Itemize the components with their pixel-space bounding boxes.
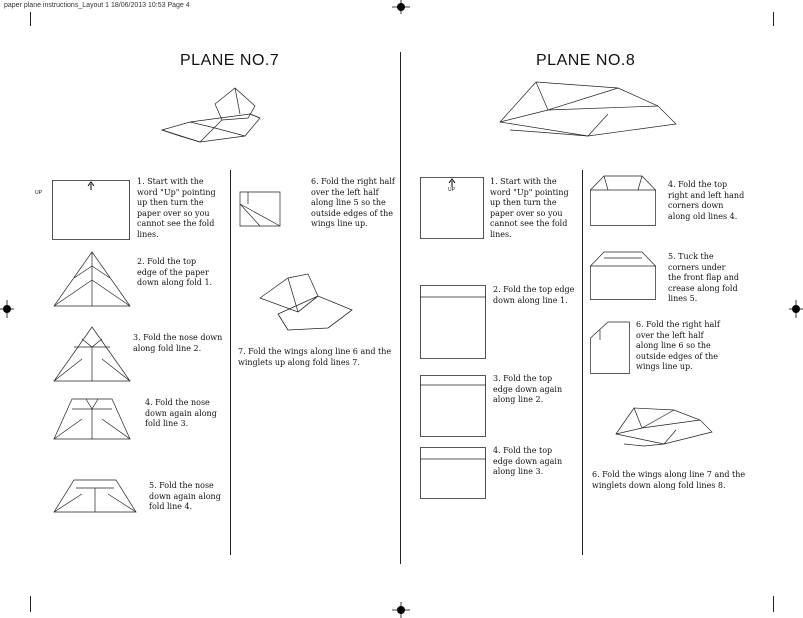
- registration-mark-top: [392, 0, 410, 14]
- plane7-step5-text: 5. Fold the nose down again along fold line 4.: [149, 481, 221, 511]
- crop-mark-top-right: [773, 12, 774, 26]
- plane7-finished-illustration: [160, 84, 270, 146]
- plane7-step2-diagram: [52, 250, 132, 308]
- crop-mark-bottom-left: [30, 596, 31, 612]
- plane8-step3-diagram: [420, 375, 486, 437]
- plane8-step3-text: 3. Fold the top edge down again along line 2.: [493, 374, 563, 404]
- column-divider-plane7: [230, 170, 231, 555]
- plane7-step4-text: 4. Fold the nose down again along fold line 3.: [145, 398, 217, 428]
- plane7-step3-text: 3. Fold the nose down along fold line 2.: [133, 333, 223, 353]
- plane8-up-label: UP: [448, 187, 455, 193]
- plane8-step1-text: 1. Start with the word "Up" pointing up then turn the paper over so you cannot see the fold lines.: [490, 177, 569, 239]
- plane8-step4-text: 4. Fold the top edge down again along line 3.: [493, 446, 563, 476]
- crop-mark-top-left: [30, 12, 31, 26]
- registration-mark-right: [789, 300, 803, 318]
- plane7-step7-text: 7. Fold the wings along line 6 and the winglets up along fold lines 7.: [238, 347, 392, 367]
- running-head: paper plane instructions_Layout 1 18/06/2013 10:53 Page 4: [4, 2, 190, 9]
- column-divider-plane8: [582, 170, 583, 555]
- plane8-step7-diagram: [614, 404, 714, 452]
- page-title-plane7: PLANE NO.7: [180, 52, 280, 69]
- plane8-step7-text: 6. Fold the wings along line 7 and the winglets down along fold lines 8.: [592, 470, 746, 490]
- plane8-step5-diagram: [590, 250, 656, 300]
- plane8-step5-text: 5. Tuck the corners under the front flap and crease along fold lines 5.: [668, 252, 739, 303]
- plane7-up-label: UP: [35, 190, 42, 196]
- plane8-step6-text: 6. Fold the right half over the left half along line 6 so the outside edges of the wings line up.: [636, 320, 720, 371]
- plane7-step5-diagram: [52, 478, 138, 514]
- plane8-step2-diagram: [420, 285, 486, 359]
- plane7-step6-text: 6. Fold the right half over the left half along line 5 so the outside edges of the wings line up.: [311, 177, 395, 228]
- plane8-step2-text: 2. Fold the top edge down along line 1.: [493, 285, 575, 305]
- registration-mark-bottom: [392, 602, 410, 618]
- plane7-step6-diagram: [238, 190, 282, 228]
- plane8-step6-diagram: [590, 320, 630, 374]
- plane8-step4-diagram: [420, 447, 486, 499]
- plane8-step4b-diagram: [590, 172, 656, 226]
- plane7-step4-diagram: [52, 395, 132, 443]
- page-title-plane8: PLANE NO.8: [536, 52, 636, 69]
- plane8-step4b-text: 4. Fold the top right and left hand corners down along old lines 4.: [668, 180, 745, 221]
- plane8-finished-illustration: [498, 78, 678, 140]
- plane7-step1-diagram: [52, 180, 130, 240]
- plane7-step3-diagram: [52, 325, 132, 383]
- crop-mark-bottom-right: [773, 596, 774, 612]
- plane7-step2-text: 2. Fold the top edge of the paper down along fold 1.: [137, 257, 213, 287]
- page-divider: [400, 52, 401, 564]
- plane7-step7-diagram: [258, 272, 354, 332]
- plane7-step1-text: 1. Start with the word "Up" pointing up then turn the paper over so you cannot see the fold lines.: [137, 177, 216, 239]
- registration-mark-left: [0, 300, 14, 318]
